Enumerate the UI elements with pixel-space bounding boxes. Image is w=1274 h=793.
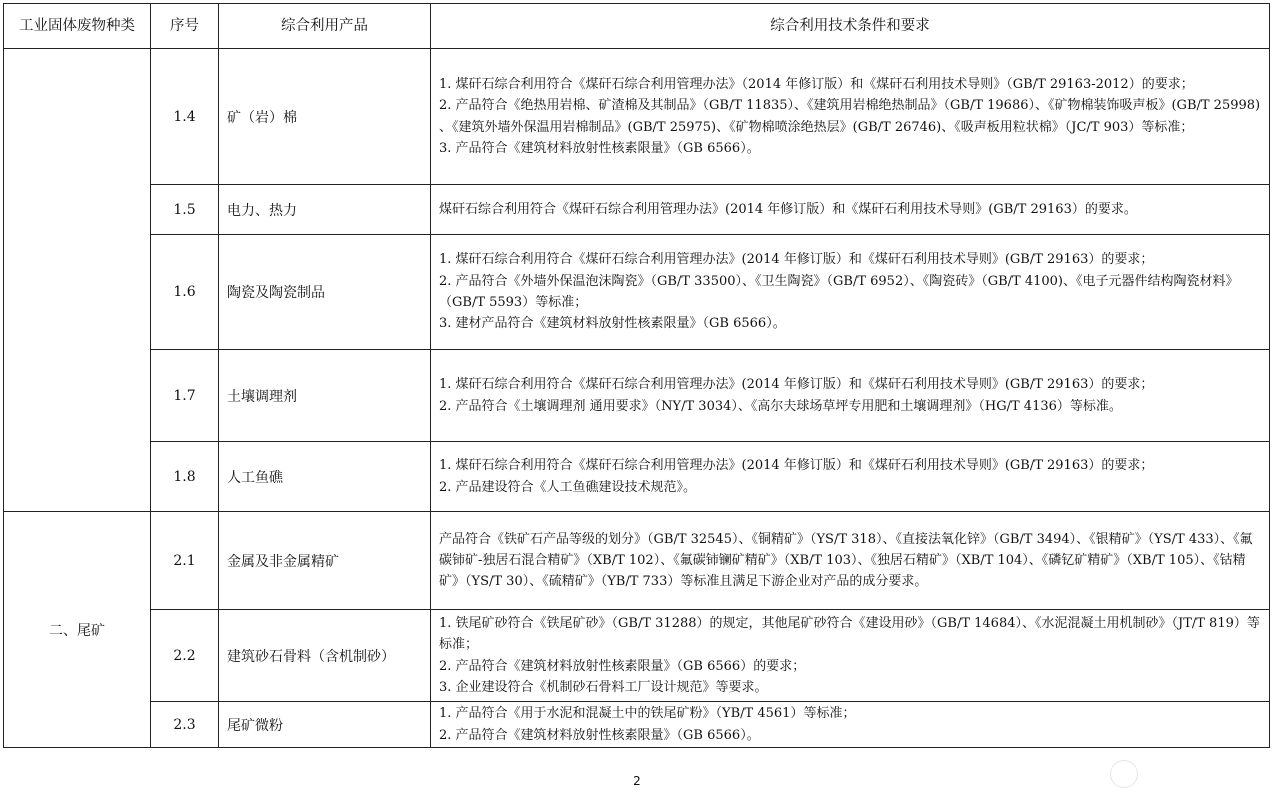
row-requirements xyxy=(431,610,1270,702)
row-number: 1.7 xyxy=(151,350,219,442)
watermark-icon xyxy=(1110,760,1138,788)
requirement-line: 2. 产品符合《绝热用岩棉、矿渣棉及其制品》（GB/T 11835）、《建筑用岩棉绝热制品》（GB/T 19686）、《矿物棉装饰吸声板》(GB/T 25998) 、《建筑外墙外保温用岩棉制品》(GB/T 25975)、《矿物棉喷涂绝热层》(GB/T 26746)、《吸声板用粒状棉》（JC/T 903）等标准； xyxy=(439,98,1261,135)
requirement-line: 产品符合《铁矿石产品等级的划分》（GB/T 32545）、《铜精矿》（YS/T 318）、《直接法氧化锌》（GB/T 3494）、《银精矿》（YS/T 433）、《氟碳铈矿-独居石混合精矿》（XB/T 102）、《氟碳铈镧矿精矿》（XB/T 103）、《独居石精矿》（XB/T 104）、《磷钇矿精矿》（XB/T 105）、《钴精矿》（YS/T 30）、《硫精矿》（YB/T 733）等标准且满足下游企业对产品的成分要求。 xyxy=(439,531,1253,590)
header-requirements: 综合利用技术条件和要求 xyxy=(431,4,1270,49)
requirement-line: 3. 建材产品符合《建筑材料放射性核素限量》（GB 6566）。 xyxy=(439,316,786,332)
row-number: 2.3 xyxy=(151,702,219,748)
category-cell-tailings: 二、尾矿 xyxy=(4,512,151,748)
row-product: 金属及非金属精矿 xyxy=(219,512,431,610)
requirement-line: 1. 煤矸石综合利用符合《煤矸石综合利用管理办法》(2014 年修订版）和《煤矸石利用技术导则》(GB/T 29163）的要求； xyxy=(439,377,1154,393)
row-requirements xyxy=(431,442,1270,512)
requirement-line: 2. 产品符合《外墙外保温泡沫陶瓷》（GB/T 33500）、《卫生陶瓷》（GB/T 6952）、《陶瓷砖》（GB/T 4100)、《电子元器件结构陶瓷材料》（GB/T 5593）等标准； xyxy=(439,273,1239,310)
requirement-line: 1. 煤矸石综合利用符合《煤矸石综合利用管理办法》(2014 年修订版）和《煤矸石利用技术导则》(GB/T 29163）的要求； xyxy=(439,458,1154,474)
table-row xyxy=(4,185,1270,235)
row-requirements xyxy=(431,185,1270,235)
row-product: 尾矿微粉 xyxy=(219,702,431,748)
row-number: 1.5 xyxy=(151,185,219,235)
requirement-line: 3. 产品符合《建筑材料放射性核素限量》（GB 6566）。 xyxy=(439,140,760,156)
row-requirements xyxy=(431,512,1270,610)
row-product: 土壤调理剂 xyxy=(219,350,431,442)
standards-table xyxy=(3,3,1270,748)
table-row xyxy=(4,512,1270,610)
row-requirements xyxy=(431,235,1270,350)
row-requirements xyxy=(431,49,1270,185)
table-header-row xyxy=(4,4,1270,49)
row-product: 电力、热力 xyxy=(219,185,431,235)
row-number: 2.2 xyxy=(151,610,219,702)
row-number: 2.1 xyxy=(151,512,219,610)
row-number: 1.8 xyxy=(151,442,219,512)
requirement-line: 1. 产品符合《用于水泥和混凝土中的铁尾矿粉》（YB/T 4561）等标准； xyxy=(439,706,856,722)
requirement-line: 2. 产品符合《建筑材料放射性核素限量》（GB 6566）的要求； xyxy=(439,658,806,674)
page-number: 2 xyxy=(633,774,641,788)
row-number: 1.4 xyxy=(151,49,219,185)
row-product: 人工鱼礁 xyxy=(219,442,431,512)
table-row xyxy=(4,49,1270,185)
row-requirements xyxy=(431,350,1270,442)
requirement-line: 3. 企业建设符合《机制砂石骨料工厂设计规范》等要求。 xyxy=(439,679,768,695)
row-product: 建筑砂石骨料（含机制砂） xyxy=(219,610,431,702)
table-row xyxy=(4,610,1270,702)
requirement-line: 2. 产品符合《建筑材料放射性核素限量》（GB 6566）。 xyxy=(439,727,760,743)
table-row xyxy=(4,702,1270,748)
header-product: 综合利用产品 xyxy=(219,4,431,49)
table-row xyxy=(4,350,1270,442)
requirement-line: 煤矸石综合利用符合《煤矸石综合利用管理办法》(2014 年修订版）和《煤矸石利用技术导则》(GB/T 29163）的要求。 xyxy=(439,201,1137,217)
requirement-line: 1. 煤矸石综合利用符合《煤矸石综合利用管理办法》（2014 年修订版）和《煤矸石利用技术导则》（GB/T 29163-2012）的要求； xyxy=(439,76,1194,92)
requirement-line: 1. 煤矸石综合利用符合《煤矸石综合利用管理办法》(2014 年修订版）和《煤矸石利用技术导则》(GB/T 29163）的要求； xyxy=(439,252,1154,268)
row-product: 陶瓷及陶瓷制品 xyxy=(219,235,431,350)
row-product: 矿（岩）棉 xyxy=(219,49,431,185)
header-category: 工业固体废物种类 xyxy=(4,4,151,49)
requirement-line: 1. 铁尾矿砂符合《铁尾矿砂》（GB/T 31288）的规定，其他尾矿砂符合《建设用砂》（GB/T 14684）、《水泥混凝土用机制砂》（JT/T 819）等标准； xyxy=(439,615,1260,653)
row-requirements xyxy=(431,702,1270,748)
table-row xyxy=(4,235,1270,350)
category-cell-coal-gangue xyxy=(4,49,151,512)
requirement-line: 2. 产品符合《土壤调理剂 通用要求》（NY/T 3034）、《高尔夫球场草坪专用肥和土壤调理剂》（HG/T 4136）等标准。 xyxy=(439,398,1122,414)
row-number: 1.6 xyxy=(151,235,219,350)
header-number: 序号 xyxy=(151,4,219,49)
table-row xyxy=(4,442,1270,512)
requirement-line: 2. 产品建设符合《人工鱼礁建设技术规范》。 xyxy=(439,479,697,495)
